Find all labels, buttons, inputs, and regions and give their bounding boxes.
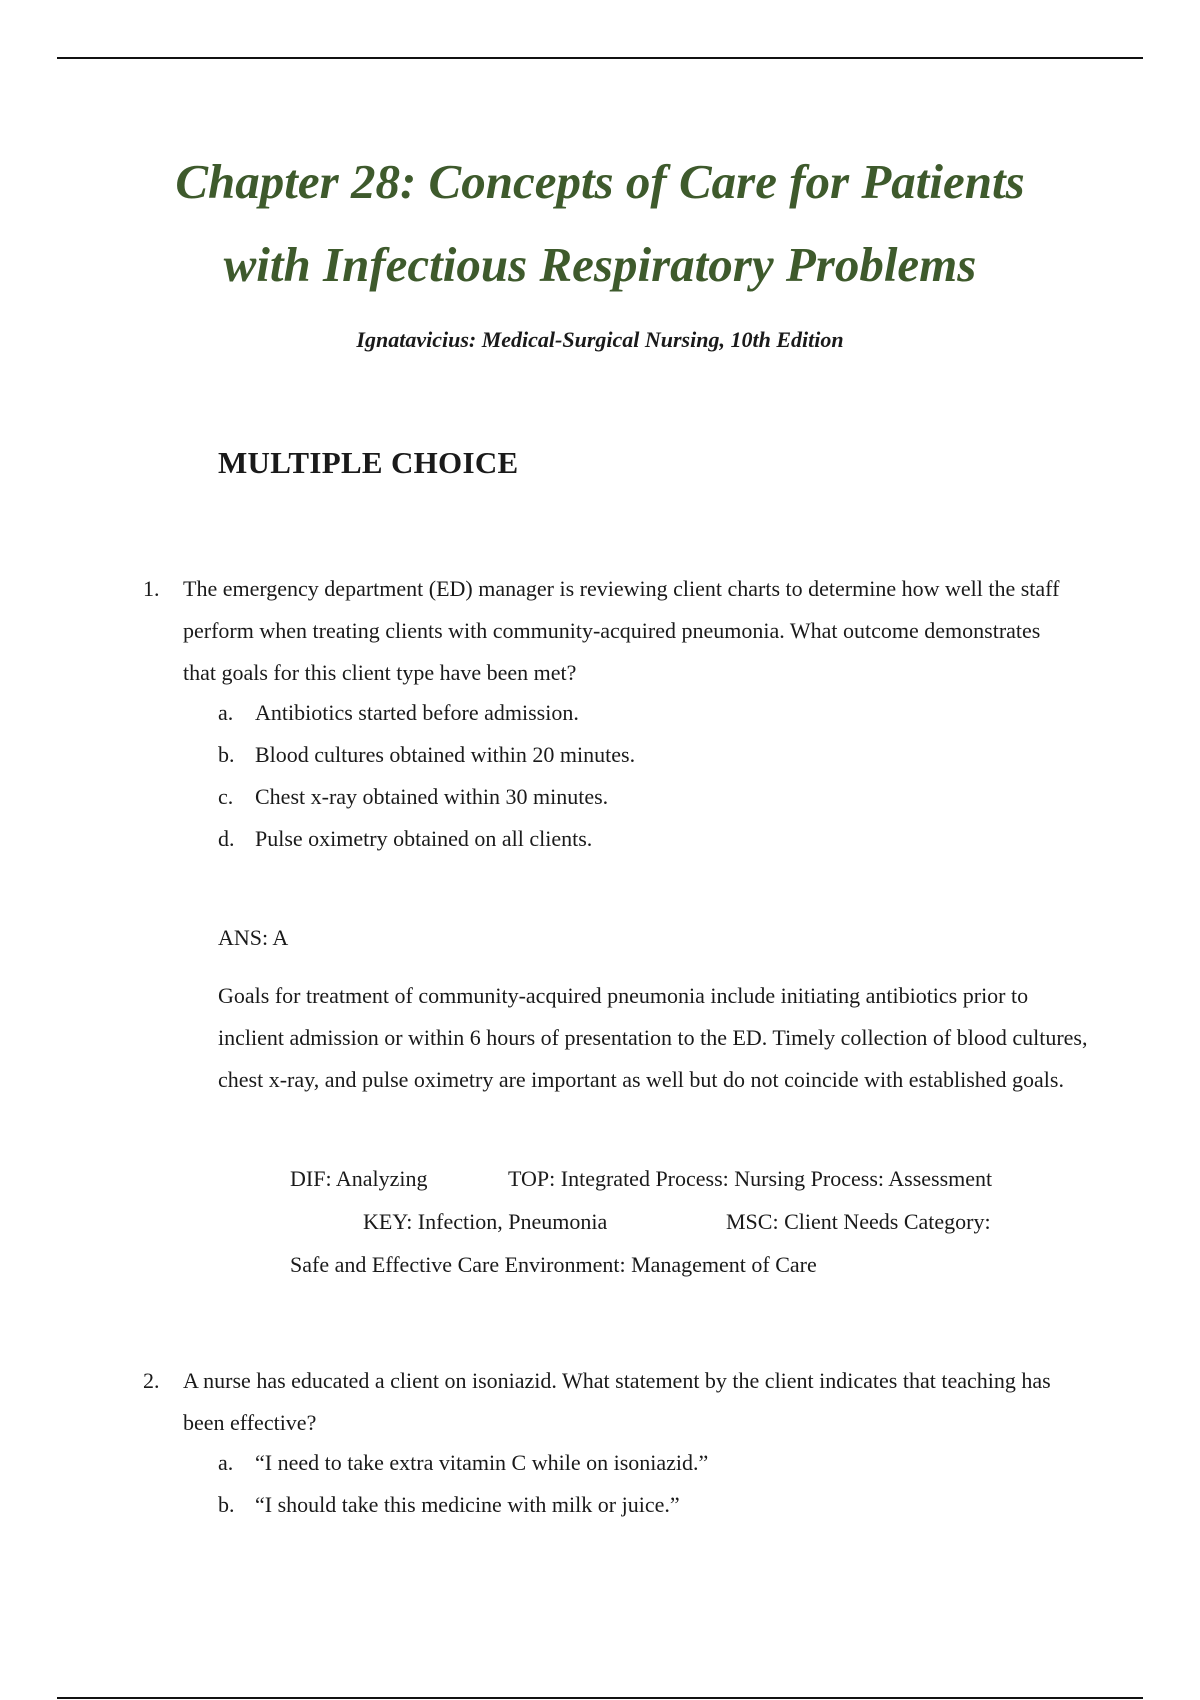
choice-b [218, 734, 1103, 776]
choice-text: Blood cultures obtained within 20 minutes. [255, 742, 636, 767]
question-number: 2. [143, 1368, 160, 1393]
meta-key: KEY: Infection, Pneumonia [363, 1209, 608, 1234]
meta-difficulty: DIF: Analyzing [290, 1166, 428, 1191]
choice-letter: a. [218, 700, 234, 725]
choice-letter: b. [218, 1492, 235, 1517]
choice-a [218, 1442, 1103, 1484]
choice-text: Pulse oximetry obtained on all clients. [255, 826, 593, 851]
choice-c [218, 776, 1103, 818]
choice-text: “I need to take extra vitamin C while on isoniazid.” [255, 1450, 709, 1475]
choice-text: “I should take this medicine with milk or juice.” [255, 1492, 680, 1517]
choice-d [218, 818, 1103, 860]
title-line-1: Chapter 28: Concepts of Care for Patients [175, 154, 1025, 209]
choice-b [218, 1484, 1103, 1526]
choice-list [218, 1442, 1103, 1526]
choice-letter: b. [218, 742, 235, 767]
choice-text: Antibiotics started before admission. [255, 700, 579, 725]
meta-topic: TOP: Integrated Process: Nursing Process: Assessment [508, 1166, 993, 1191]
question-1 [143, 568, 1103, 860]
question-stem: The emergency department (ED) manager is reviewing client charts to determine how well the staff perform when treating clients with community-acquired pneumonia. What outcome demonstrates that goals for this client type have been met? [183, 576, 1060, 685]
bottom-rule [57, 1697, 1143, 1699]
meta-msc: MSC: Client Needs Category: [726, 1209, 991, 1234]
choice-letter: a. [218, 1450, 234, 1475]
choice-a [218, 692, 1103, 734]
question-stem: A nurse has educated a client on isoniazid. What statement by the client indicates that teaching has been effective? [183, 1368, 1051, 1435]
answer-label: ANS: A [218, 925, 289, 950]
page-title [0, 140, 1200, 306]
question-2 [143, 1360, 1103, 1526]
choice-text: Chest x-ray obtained within 30 minutes. [255, 784, 609, 809]
title-line-2: with Infectious Respiratory Problems [223, 237, 977, 292]
question-number: 1. [143, 576, 160, 601]
meta-msc-continued: Safe and Effective Care Environment: Management of Care [290, 1252, 817, 1277]
choice-letter: d. [218, 826, 235, 851]
top-rule [57, 57, 1143, 59]
book-subtitle: Ignatavicius: Medical-Surgical Nursing, 10th Edition [356, 327, 844, 352]
section-heading: MULTIPLE CHOICE [218, 445, 519, 480]
choice-list [218, 692, 1103, 860]
choice-letter: c. [218, 784, 234, 809]
rationale-text: Goals for treatment of community-acquired pneumonia include initiating antibiotics prior to inclient admission or within 6 hours of presentation to the ED. Timely collection of blood cultures, chest x-ray, and pulse oximetry are important as well but do not coincide with established goals. [218, 983, 1088, 1092]
